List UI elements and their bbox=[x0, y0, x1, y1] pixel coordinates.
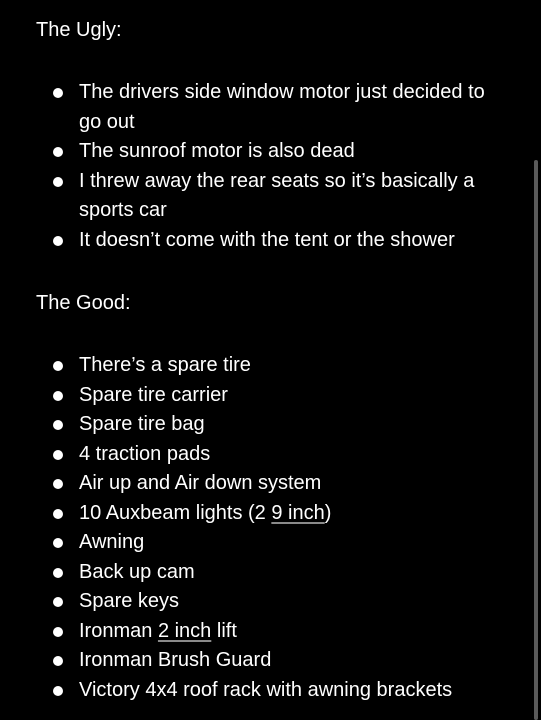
bullet-icon bbox=[53, 177, 63, 187]
bullet-icon bbox=[53, 361, 63, 371]
bullet-icon bbox=[53, 420, 63, 430]
scrollbar[interactable] bbox=[534, 160, 538, 720]
ugly-list bbox=[0, 78, 520, 255]
good-list bbox=[0, 351, 520, 705]
list-item: 4 traction pads bbox=[0, 440, 520, 470]
good-heading: The Good: bbox=[36, 292, 131, 314]
list-item: Victory 4x4 roof rack with awning brackets bbox=[0, 676, 520, 706]
list-item: Awning bbox=[0, 528, 520, 558]
bullet-icon bbox=[53, 656, 63, 666]
list-item: Ironman Brush Guard bbox=[0, 646, 520, 676]
list-item: There’s a spare tire bbox=[0, 351, 520, 381]
measurement-link[interactable]: 9 inch bbox=[271, 501, 325, 524]
list-item: Air up and Air down system bbox=[0, 469, 520, 499]
bullet-icon bbox=[53, 391, 63, 401]
list-item: Spare keys bbox=[0, 587, 520, 617]
bullet-icon bbox=[53, 686, 63, 696]
list-item: The drivers side window motor just decided to go out bbox=[0, 78, 520, 137]
ugly-heading: The Ugly: bbox=[36, 19, 122, 41]
list-item: Spare tire carrier bbox=[0, 381, 520, 411]
bullet-icon bbox=[53, 568, 63, 578]
bullet-icon bbox=[53, 538, 63, 548]
list-item: I threw away the rear seats so it’s basically a sports car bbox=[0, 167, 520, 226]
bullet-icon bbox=[53, 88, 63, 98]
bullet-icon bbox=[53, 147, 63, 157]
list-item: The sunroof motor is also dead bbox=[0, 137, 520, 167]
bullet-icon bbox=[53, 450, 63, 460]
bullet-icon bbox=[53, 236, 63, 246]
bullet-icon bbox=[53, 597, 63, 607]
list-item: It doesn’t come with the tent or the shower bbox=[0, 226, 520, 256]
list-item: Ironman 2 inch lift bbox=[0, 617, 520, 647]
list-item: Spare tire bag bbox=[0, 410, 520, 440]
measurement-link[interactable]: 2 inch bbox=[157, 619, 212, 642]
list-item: Back up cam bbox=[0, 558, 520, 588]
list-item: 10 Auxbeam lights (2 9 inch) bbox=[0, 499, 520, 529]
bullet-icon bbox=[53, 627, 63, 637]
bullet-icon bbox=[53, 509, 63, 519]
bullet-icon bbox=[53, 479, 63, 489]
